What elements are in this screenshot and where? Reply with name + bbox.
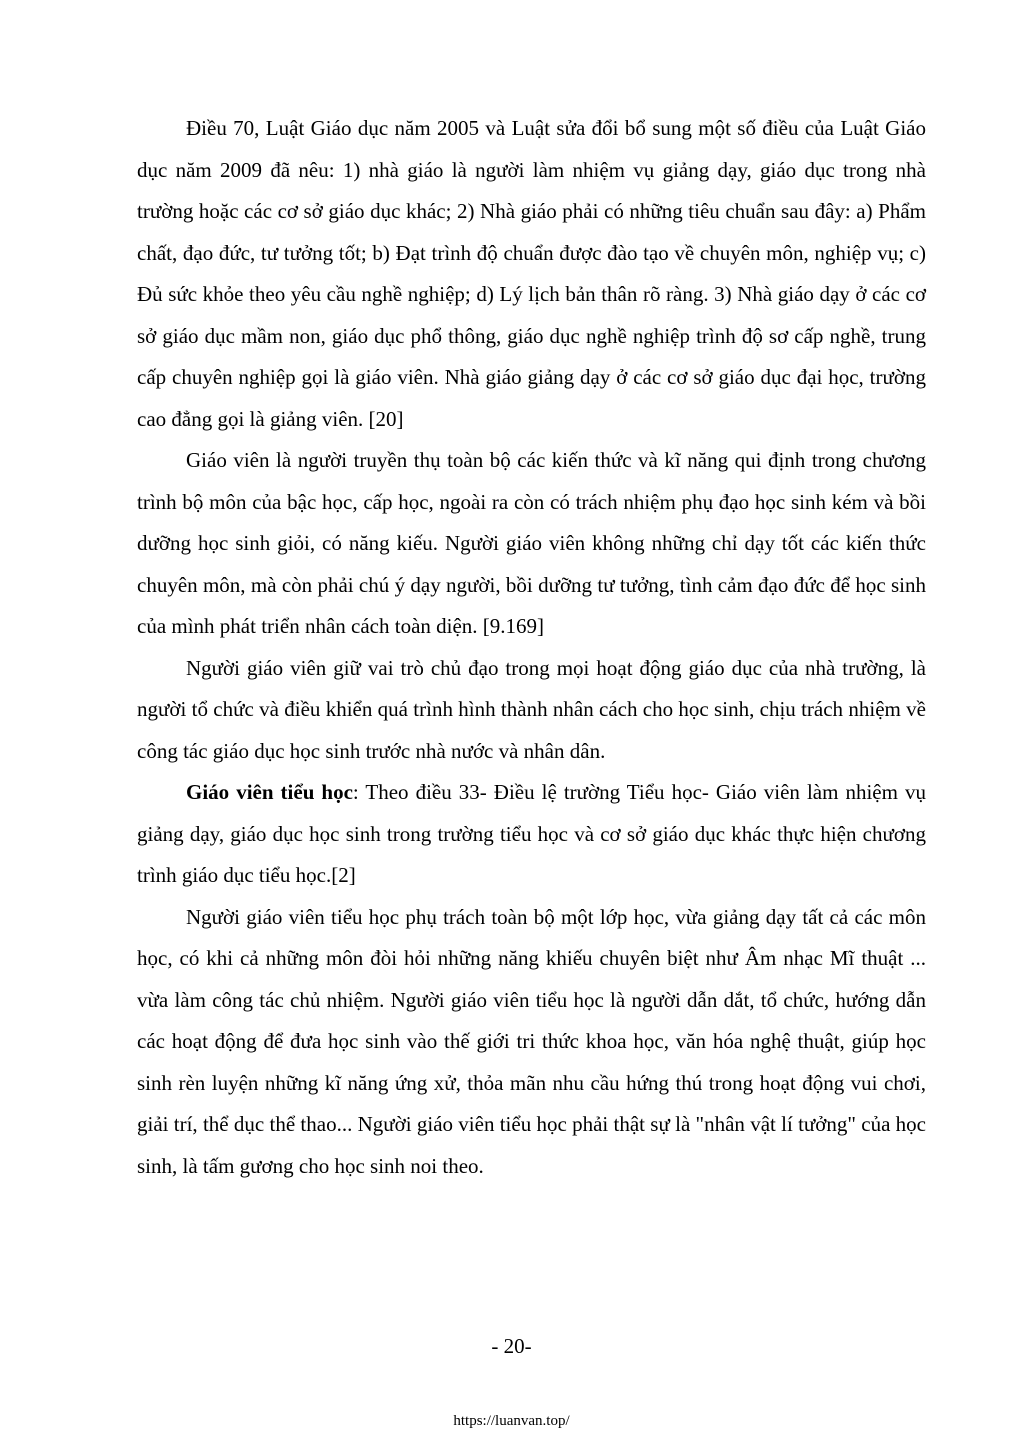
document-body [137,108,926,1187]
paragraph-phu-trach [137,897,926,1188]
paragraph-text: Điều 70, Luật Giáo dục năm 2005 và Luật sửa đổi bổ sung một số điều của Luật Giáo dục năm 2009 đã nêu: 1) nhà giáo là người làm nhiệm vụ giảng dạy, giáo dục trong nhà trường hoặc các cơ sở giáo dục khác; 2) Nhà giáo phải có những tiêu chuẩn sau đây: a) Phẩm chất, đạo đức, tư tưởng tốt; b) Đạt trình độ chuẩn được đào tạo về chuyên môn, nghiệp vụ; c) Đủ sức khỏe theo yêu cầu nghề nghiệp; d) Lý lịch bản thân rõ ràng. 3) Nhà giáo dạy ở các cơ sở giáo dục mầm non, giáo dục phổ thông, giáo dục nghề nghiệp trình độ sơ cấp nghề, trung cấp chuyên nghiệp gọi là giáo viên. Nhà giáo giảng dạy ở các cơ sở giáo dục đại học, trường cao đẳng gọi là giảng viên. [20] [137,116,926,431]
bold-term: Giáo viên tiểu học [186,780,353,804]
paragraph-giao-vien [137,440,926,648]
paragraph-text: : Theo điều 33- Điều lệ trường Tiểu học- Giáo viên làm nhiệm vụ giảng dạy, giáo dục học sinh trong trường tiểu học và cơ sở giáo dục khác thực hiện chương trình giáo dục tiểu học.[2] [137,780,926,887]
paragraph-text: Người giáo viên tiểu học phụ trách toàn bộ một lớp học, vừa giảng dạy tất cả các môn học, có khi cả những môn đòi hỏi những năng khiếu chuyên biệt như Âm nhạc Mĩ thuật ... vừa làm công tác chủ nhiệm. Người giáo viên tiểu học là người dẫn dắt, tổ chức, hướng dẫn các hoạt động để đưa học sinh vào thế giới tri thức khoa học, văn hóa nghệ thuật, giúp học sinh rèn luyện những kĩ năng ứng xử, thỏa mãn nhu cầu hứng thú trong hoạt động vui chơi, giải trí, thể dục thể thao... Người giáo viên tiểu học phải thật sự là "nhân vật lí tưởng" của học sinh, là tấm gương cho học sinh noi theo. [137,904,926,1178]
paragraph-vai-tro [137,648,926,773]
paragraph-dieu-70 [137,108,926,440]
paragraph-text: Giáo viên là người truyền thụ toàn bộ các kiến thức và kĩ năng qui định trong chương trình bộ môn của bậc học, cấp học, ngoài ra còn có trách nhiệm phụ đạo học sinh kém và bồi dưỡng học sinh giỏi, có năng kiếu. Người giáo viên không những chỉ dạy tốt các kiến thức chuyên môn, mà còn phải chú ý dạy người, bồi dưỡng tư tưởng, tình cảm đạo đức để học sinh của mình phát triển nhân cách toàn diện. [9.169] [137,448,926,638]
page-number: - 20- [491,1334,532,1358]
paragraph-giao-vien-tieu-hoc [137,772,926,897]
paragraph-text: Người giáo viên giữ vai trò chủ đạo trong mọi hoạt động giáo dục của nhà trường, là người tổ chức và điều khiển quá trình hình thành nhân cách cho học sinh, chịu trách nhiệm về công tác giáo dục học sinh trước nhà nước và nhân dân. [137,655,926,763]
footer-url-link[interactable]: https://luanvan.top/ [453,1413,570,1429]
